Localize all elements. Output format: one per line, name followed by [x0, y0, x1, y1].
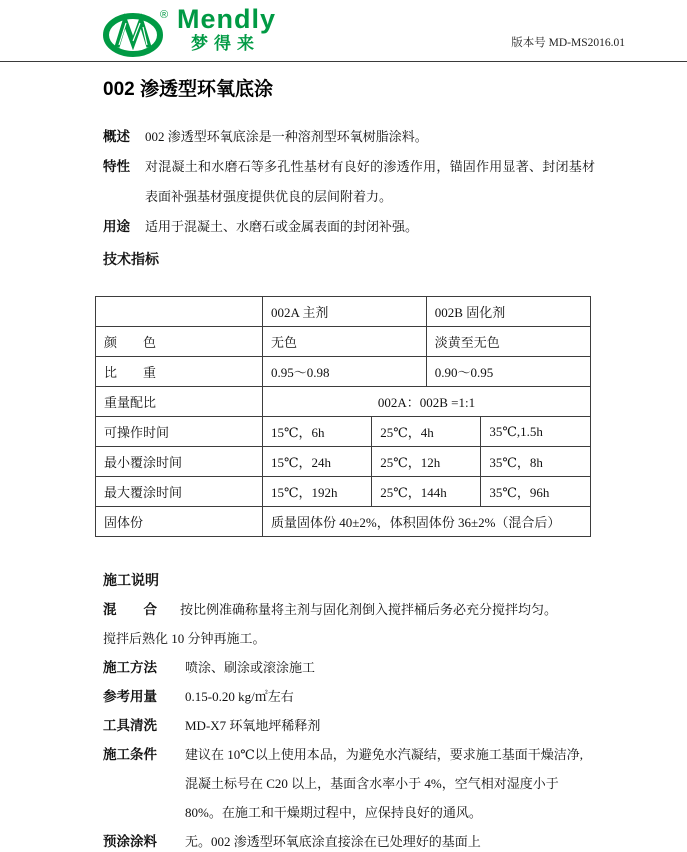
row-label-color: 颜 色 — [96, 327, 263, 357]
row-label-min-recoat: 最小覆涂时间 — [96, 447, 263, 477]
conditions-label: 施工条件 — [103, 747, 157, 762]
cell-component-a: 002A 主剂 — [263, 297, 427, 327]
page-title: 002 渗透型环氧底涂 — [103, 79, 273, 100]
cell-pot-life-35: 35℃,1.5h — [481, 417, 591, 447]
row-label-mix-ratio: 重量配比 — [96, 387, 263, 417]
mixing-row — [103, 595, 595, 653]
precoat-row — [103, 827, 595, 852]
overview-text: 002 渗透型环氧底涂是一种溶剂型环氧树脂涂料。 — [145, 129, 428, 144]
conditions-row — [103, 740, 595, 827]
version-label: 版本号 MD-MS2016.01 — [511, 37, 625, 49]
cell-empty — [96, 297, 263, 327]
mixing-text-2: 搅拌后熟化 10 分钟再施工。 — [103, 631, 266, 646]
cell-solids: 质量固体份 40±2%，体积固体份 36±2%（混合后） — [263, 507, 591, 537]
mixing-text: 按比例准确称量将主剂与固化剂倒入搅拌桶后务必充分搅拌均匀。 — [180, 602, 558, 617]
brand-name-en: Mendly — [177, 4, 277, 34]
features-text: 对混凝土和水磨石等多孔性基材有良好的渗透作用，锚固作用显著、封闭基材表面补强基材强度提供优良的层间附着力。 — [145, 159, 595, 204]
coverage-text: 0.15-0.20 kg/㎡左右 — [185, 689, 294, 704]
document-body — [103, 74, 595, 852]
cell-max-recoat-15: 15℃，192h — [263, 477, 372, 507]
coverage-row — [103, 682, 595, 711]
method-text: 喷涂、刷涂或滚涂施工 — [185, 660, 316, 675]
application-heading: 施工说明 — [103, 572, 159, 588]
intro-section — [103, 122, 595, 242]
tech-specs-heading: 技术指标 — [103, 251, 159, 267]
row-label-pot-life: 可操作时间 — [96, 417, 263, 447]
row-label-max-recoat: 最大覆涂时间 — [96, 477, 263, 507]
method-label: 施工方法 — [103, 660, 157, 675]
usage-label: 用途 — [103, 219, 130, 234]
cell-min-recoat-15: 15℃，24h — [263, 447, 372, 477]
table-row-solids — [96, 507, 591, 537]
cell-max-recoat-25: 25℃，144h — [372, 477, 481, 507]
usage-text: 适用于混凝土、水磨石或金属表面的封闭补强。 — [145, 219, 419, 234]
cell-min-recoat-35: 35℃，8h — [481, 447, 591, 477]
tech-specs-table — [95, 296, 591, 537]
overview-row — [103, 122, 595, 152]
table-row-gravity — [96, 357, 591, 387]
table-row-mix-ratio — [96, 387, 591, 417]
cell-color-a: 无色 — [263, 327, 427, 357]
table-row-color — [96, 327, 591, 357]
usage-row — [103, 212, 595, 242]
registered-mark: ® — [160, 9, 169, 21]
cell-pot-life-15: 15℃，6h — [263, 417, 372, 447]
row-label-solids: 固体份 — [96, 507, 263, 537]
mixing-label: 混 合 — [103, 602, 157, 617]
coverage-label: 参考用量 — [103, 689, 157, 704]
cell-gravity-b: 0.90～0.95 — [426, 357, 590, 387]
overview-label: 概述 — [103, 129, 130, 144]
precoat-text: 无。002 渗透型环氧底涂直接涂在已处理好的基面上 — [185, 834, 481, 849]
cell-component-b: 002B 固化剂 — [426, 297, 590, 327]
cell-min-recoat-25: 25℃，12h — [372, 447, 481, 477]
cell-mix-ratio: 002A：002B =1:1 — [263, 387, 591, 417]
cell-max-recoat-35: 35℃，96h — [481, 477, 591, 507]
logo-m-icon — [103, 6, 171, 58]
features-row — [103, 152, 595, 212]
features-label: 特性 — [103, 159, 130, 174]
tool-cleaning-row — [103, 711, 595, 740]
tool-cleaning-text: MD-X7 环氧地坪稀释剂 — [185, 718, 321, 733]
table-row-min-recoat — [96, 447, 591, 477]
table-row-max-recoat — [96, 477, 591, 507]
conditions-text: 建议在 10℃以上使用本品，为避免水汽凝结，要求施工基面干燥洁净,混凝土标号在 C20 以上，基面含水率小于 4%，空气相对湿度小于 80%。在施工和干燥期过程中，应保持良好的通风。 — [185, 747, 584, 820]
tool-cleaning-label: 工具清洗 — [103, 718, 157, 733]
method-row — [103, 653, 595, 682]
page-header — [0, 0, 687, 62]
cell-color-b: 淡黄至无色 — [426, 327, 590, 357]
table-row-pot-life — [96, 417, 591, 447]
cell-pot-life-25: 25℃，4h — [372, 417, 481, 447]
table-row-header — [96, 297, 591, 327]
application-section — [103, 565, 595, 852]
precoat-label: 预涂涂料 — [103, 834, 157, 849]
brand-logo — [103, 6, 276, 58]
row-label-gravity: 比 重 — [96, 357, 263, 387]
cell-gravity-a: 0.95～0.98 — [263, 357, 427, 387]
brand-name-cn: 梦得来 — [191, 34, 260, 53]
